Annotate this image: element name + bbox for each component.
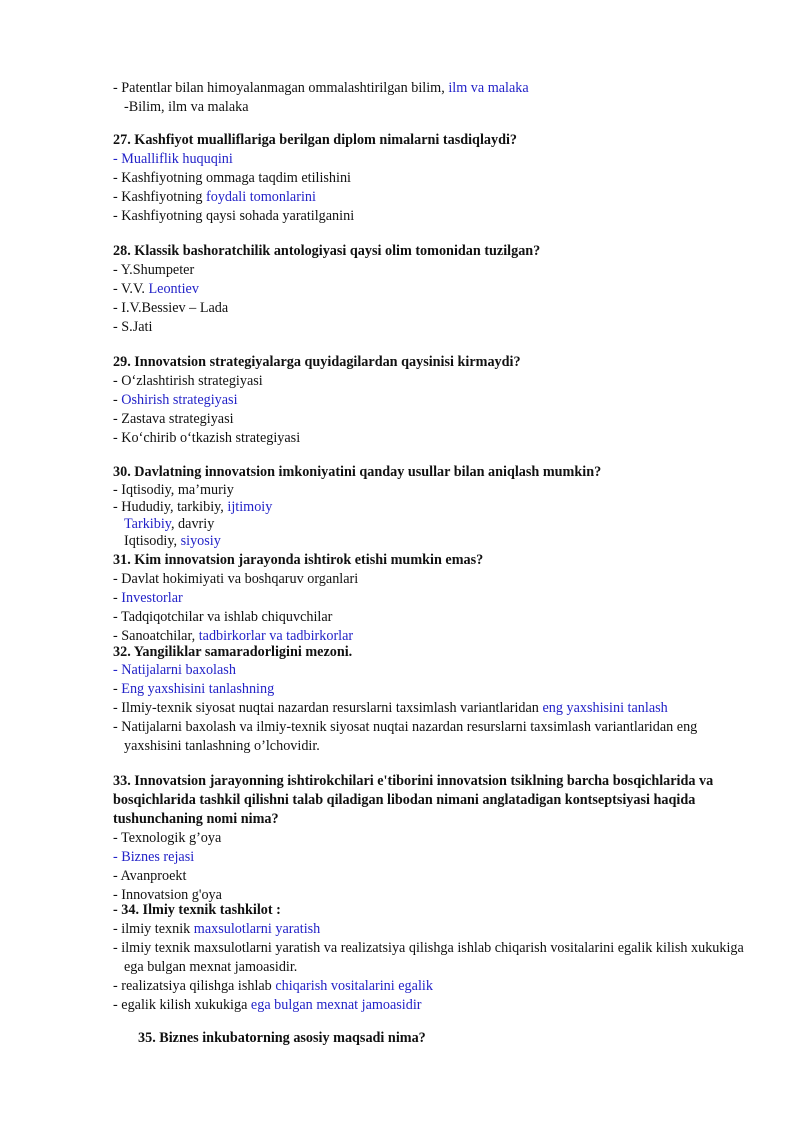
- answer-line: -Bilim, ilm va malaka: [124, 99, 249, 115]
- answer-option: - Texnologik g’oya: [113, 830, 222, 846]
- question-title: 35. Biznes inkubatorning asosiy maqsadi nima?: [138, 1030, 426, 1046]
- highlighted-answer: tadbirkorlar va tadbirkorlar: [198, 628, 354, 644]
- question-27: [113, 131, 753, 226]
- question-title: - 34. Ilmiy texnik tashkilot :: [113, 902, 281, 918]
- answer-option: - Davlat hokimiyati va boshqaruv organlari: [113, 571, 359, 587]
- answer-option: - O‘zlashtirish strategiyasi: [113, 373, 263, 389]
- question-28: [113, 242, 753, 337]
- answer-option: - Mualliflik huquqini: [113, 151, 233, 167]
- answer-option: - Kashfiyotning qaysi sohada yaratilganini: [113, 208, 355, 224]
- answer-text: , davriy: [170, 516, 215, 532]
- answer-text: - Ilmiy-texnik siyosat nuqtai nazardan resurslarni taxsimlash variantlaridan: [113, 700, 543, 716]
- answer-option: - ilmiy texnik maxsulotlarni yaratish va realizatsiya qilishga ishlab chiqarish vositalarini egalik kilish xukukiga ega bulgan mexnat jamoasidir.: [113, 940, 744, 975]
- answer-line: [113, 79, 753, 98]
- answer-option: - Iqtisodiy, ma’muriy: [113, 482, 234, 498]
- answer-option: - Tadqiqotchilar va ishlab chiquvchilar: [113, 609, 333, 625]
- highlighted-answer: ega bulgan mexnat jamoasidir: [250, 997, 422, 1013]
- highlighted-answer: ijtimoiy: [227, 499, 273, 515]
- answer-option: - Natijalarni baxolash: [113, 662, 236, 678]
- answer-text: - V.V.: [113, 281, 149, 297]
- highlighted-answer: maxsulotlarni yaratish: [193, 921, 321, 937]
- question-title: 31. Kim innovatsion jarayonda ishtirok etishi mumkin emas?: [113, 552, 484, 568]
- question-35: [138, 1029, 738, 1048]
- answer-option: - Innovatsion g'oya: [113, 887, 222, 903]
- question-title: 32. Yangiliklar samaradorligini mezoni.: [113, 644, 353, 660]
- answer-option: - Avanproekt: [113, 868, 187, 884]
- question-31: [113, 551, 753, 646]
- answer-option: [113, 680, 753, 699]
- answer-text: - egalik kilish xukukiga: [113, 997, 251, 1013]
- question-title: 28. Klassik bashoratchilik antologiyasi qaysi olim tomonidan tuzilgan?: [113, 243, 541, 259]
- question-title: 33. Innovatsion jarayonning ishtirokchilari e'tiborini innovatsion tsiklning barcha bosqichlarida va bosqichlarida tashkil qilishni talab qiladigan libodan nimani anglatadigan kontseptsiyasi haqida tushunchaning nomi nima?: [113, 773, 714, 827]
- answer-option: [113, 533, 753, 550]
- answer-option: [113, 996, 753, 1015]
- answer-option: - Y.Shumpeter: [113, 262, 195, 278]
- answer-text: - Sanoatchilar,: [113, 628, 199, 644]
- highlighted-answer: foydali tomonlarini: [206, 189, 316, 205]
- question-title: 30. Davlatning innovatsion imkoniyatini qanday usullar bilan aniqlash mumkin?: [113, 464, 602, 480]
- answer-option: [113, 977, 753, 996]
- highlighted-answer: Oshirish strategiyasi: [121, 392, 238, 408]
- answer-option: - Ko‘chirib o‘tkazish strategiyasi: [113, 430, 301, 446]
- question-29: [113, 353, 753, 448]
- answer-option: - Biznes rejasi: [113, 849, 195, 865]
- question-33: [113, 772, 753, 905]
- answer-text: - realizatsiya qilishga ishlab: [113, 978, 276, 994]
- answer-option: - I.V.Bessiev – Lada: [113, 300, 229, 316]
- question-32: [113, 644, 753, 756]
- highlighted-answer: Leontiev: [148, 281, 199, 297]
- answer-option: - S.Jati: [113, 319, 153, 335]
- highlighted-answer: chiqarish vositalarini egalik: [275, 978, 433, 994]
- answer-text: -: [113, 590, 122, 606]
- answer-option: [113, 188, 753, 207]
- answer-option: [113, 516, 753, 533]
- answer-option: [113, 699, 753, 718]
- answer-text: - Hududiy, tarkibiy,: [113, 499, 228, 515]
- question-30: [113, 463, 753, 550]
- intro-answers: [113, 79, 753, 117]
- answer-option: - Kashfiyotning ommaga taqdim etilishini: [113, 170, 352, 186]
- answer-option: [113, 499, 753, 516]
- answer-text: -: [113, 392, 122, 408]
- answer-option: [113, 280, 753, 299]
- question-title: 29. Innovatsion strategiyalarga quyidagilardan qaysinisi kirmaydi?: [113, 354, 521, 370]
- question-title: 27. Kashfiyot mualliflariga berilgan diplom nimalarni tasdiqlaydi?: [113, 132, 517, 148]
- answer-text: -: [113, 681, 122, 697]
- highlighted-answer: Tarkibiy: [124, 516, 171, 532]
- answer-option: - Zastava strategiyasi: [113, 411, 234, 427]
- answer-text: - Patentlar bilan himoyalanmagan ommalashtirilgan bilim,: [113, 80, 449, 96]
- highlighted-answer: Eng yaxshisini tanlashning: [121, 681, 275, 697]
- highlighted-answer: siyosiy: [180, 533, 221, 549]
- answer-text: - ilmiy texnik: [113, 921, 194, 937]
- highlighted-answer: eng yaxshisini tanlash: [542, 700, 668, 716]
- question-34: [113, 901, 753, 1015]
- answer-option: [113, 391, 753, 410]
- answer-text: Iqtisodiy,: [124, 533, 181, 549]
- answer-text: - Kashfiyotning: [113, 189, 206, 205]
- answer-option: - Natijalarni baxolash va ilmiy-texnik siyosat nuqtai nazardan resurslarni taxsimlash variantlaridan eng yaxshisini tanlashning o’lchovidir.: [113, 719, 698, 754]
- answer-option: [113, 920, 753, 939]
- highlighted-answer: ilm va malaka: [448, 80, 529, 96]
- highlighted-answer: Investorlar: [121, 590, 183, 606]
- answer-option: [113, 589, 753, 608]
